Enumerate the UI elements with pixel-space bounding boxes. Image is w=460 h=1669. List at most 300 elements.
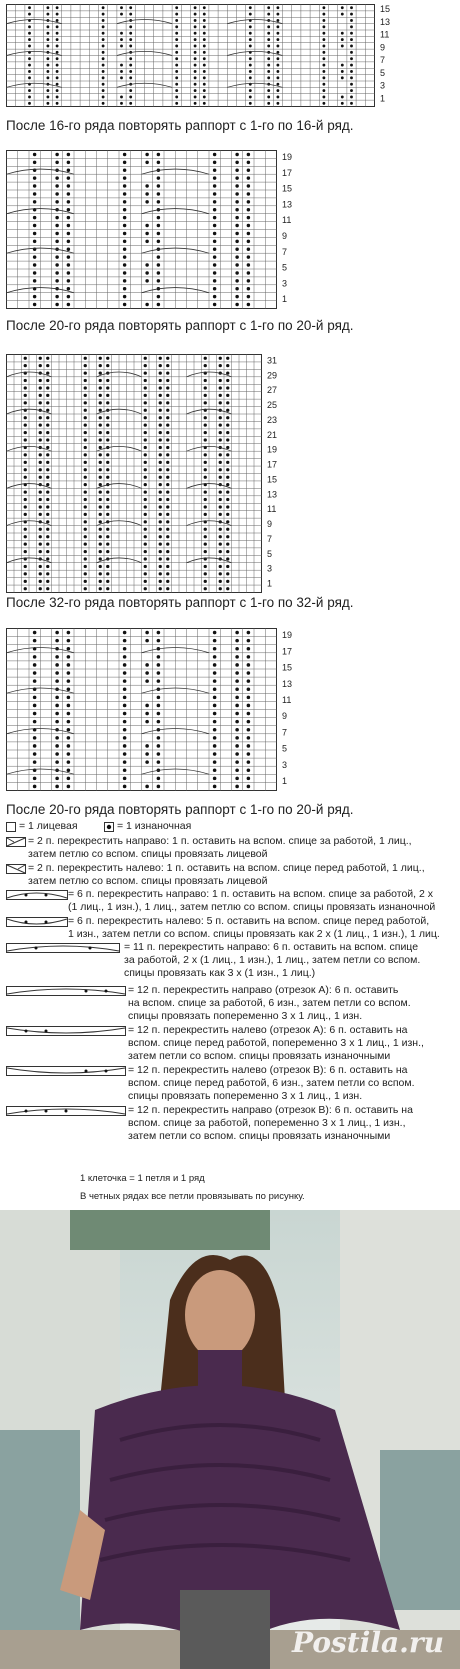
purl-dot bbox=[55, 255, 58, 258]
purl-dot bbox=[213, 728, 217, 732]
chart-1 bbox=[6, 4, 391, 108]
purl-dot bbox=[102, 83, 105, 86]
purl-dot bbox=[276, 19, 279, 22]
chart-4-grid bbox=[6, 628, 326, 792]
purl-dot bbox=[33, 744, 37, 748]
purl-dot bbox=[159, 490, 162, 493]
purl-dot bbox=[213, 736, 217, 740]
purl-dot bbox=[194, 25, 197, 28]
purl-dot bbox=[213, 752, 217, 756]
purl-dot bbox=[55, 655, 59, 659]
legend-cross-12-right-a: = 12 п. перекрестить направо (отрезок А): 6 п. оставить на вспом. спице за работой, 6 изн., затем петли со вспом. спицы провязать попеременно 3 х 1 лиц., 1 изн. bbox=[128, 984, 411, 1023]
purl-dot bbox=[39, 416, 42, 419]
purl-dot bbox=[276, 83, 279, 86]
purl-dot bbox=[235, 768, 239, 772]
row-number-label: 11 bbox=[282, 695, 292, 706]
purl-dot bbox=[67, 240, 70, 243]
purl-dot bbox=[350, 19, 353, 22]
purl-dot bbox=[203, 70, 206, 73]
purl-dot bbox=[123, 240, 126, 243]
purl-dot bbox=[157, 704, 161, 708]
purl-dot bbox=[24, 468, 27, 471]
purl-dot bbox=[144, 394, 147, 397]
purl-dot bbox=[145, 279, 148, 282]
purl-dot bbox=[144, 565, 147, 568]
purl-dot bbox=[56, 32, 59, 35]
purl-dot bbox=[24, 490, 27, 493]
purl-dot bbox=[203, 64, 206, 67]
purl-dot bbox=[322, 19, 325, 22]
purl-dot bbox=[159, 431, 162, 434]
purl-dot bbox=[235, 295, 238, 298]
purl-dot bbox=[226, 557, 229, 560]
purl-dot bbox=[106, 416, 109, 419]
note-cell: 1 клеточка = 1 петля и 1 ряд bbox=[80, 1173, 205, 1184]
purl-dot bbox=[120, 96, 123, 99]
purl-dot bbox=[203, 13, 206, 16]
purl-dot bbox=[235, 760, 239, 764]
purl-dot bbox=[226, 587, 229, 590]
purl-dot bbox=[157, 671, 161, 675]
purl-dot bbox=[341, 64, 344, 67]
purl-dot bbox=[157, 255, 160, 258]
purl-dot bbox=[247, 704, 251, 708]
purl-dot bbox=[106, 379, 109, 382]
purl-dot bbox=[55, 279, 58, 282]
purl-dot bbox=[55, 224, 58, 227]
purl-dot bbox=[33, 777, 37, 781]
purl-dot bbox=[247, 639, 251, 643]
purl-dot bbox=[235, 777, 239, 781]
purl-dot bbox=[67, 639, 71, 643]
purl-dot bbox=[267, 76, 270, 79]
purl-dot bbox=[56, 45, 59, 48]
purl-dot bbox=[226, 528, 229, 531]
purl-dot bbox=[106, 394, 109, 397]
purl-dot bbox=[213, 760, 217, 764]
purl-dot bbox=[84, 453, 87, 456]
purl-dot bbox=[129, 70, 132, 73]
purl-dot bbox=[157, 752, 161, 756]
photo-illustration bbox=[0, 1210, 460, 1669]
purl-dot bbox=[84, 498, 87, 501]
purl-dot bbox=[28, 45, 31, 48]
purl-dot bbox=[55, 161, 58, 164]
purl-dot bbox=[166, 371, 169, 374]
row-number-label: 13 bbox=[380, 16, 391, 27]
purl-dot bbox=[219, 498, 222, 501]
purl-dot bbox=[159, 550, 162, 553]
purl-dot bbox=[129, 6, 132, 9]
purl-dot bbox=[145, 704, 149, 708]
purl-dot bbox=[33, 200, 36, 203]
purl-dot bbox=[213, 777, 217, 781]
purl-dot bbox=[46, 386, 49, 389]
purl-dot bbox=[204, 513, 207, 516]
purl-dot bbox=[56, 57, 59, 60]
purl-dot bbox=[129, 45, 132, 48]
purl-dot bbox=[247, 303, 250, 306]
chart-1-caption: После 16-го ряда повторять раппорт с 1-го по 16-й ряд. bbox=[6, 118, 354, 133]
purl-dot bbox=[166, 550, 169, 553]
purl-dot bbox=[247, 271, 250, 274]
purl-dot bbox=[28, 6, 31, 9]
purl-dot bbox=[219, 543, 222, 546]
purl-dot bbox=[145, 161, 148, 164]
legend-cross-2-right: = 2 п. перекрестить направо: 1 п. оставить на вспом. спице за работой, 1 лиц., затем петлю со вспом. спицы провязать лицевой bbox=[28, 835, 412, 861]
purl-dot bbox=[33, 639, 37, 643]
purl-dot bbox=[159, 513, 162, 516]
purl-dot bbox=[46, 528, 49, 531]
purl-dot bbox=[157, 161, 160, 164]
purl-dot bbox=[24, 416, 27, 419]
purl-dot bbox=[67, 768, 71, 772]
purl-dot bbox=[175, 25, 178, 28]
purl-dot bbox=[276, 70, 279, 73]
purl-dot bbox=[67, 200, 70, 203]
purl-dot bbox=[166, 587, 169, 590]
purl-dot bbox=[55, 777, 59, 781]
purl-dot bbox=[46, 438, 49, 441]
purl-dot bbox=[123, 655, 127, 659]
purl-dot bbox=[144, 379, 147, 382]
purl-dot bbox=[106, 357, 109, 360]
row-number-label: 15 bbox=[282, 183, 293, 194]
row-number-label: 19 bbox=[282, 630, 293, 641]
purl-dot bbox=[46, 379, 49, 382]
purl-dot bbox=[123, 303, 126, 306]
purl-dot bbox=[166, 483, 169, 486]
purl-dot bbox=[267, 38, 270, 41]
cross-12-left-a-symbol bbox=[6, 1026, 126, 1036]
purl-dot bbox=[123, 208, 126, 211]
purl-dot bbox=[102, 89, 105, 92]
purl-dot bbox=[226, 461, 229, 464]
purl-dot bbox=[159, 483, 162, 486]
purl-dot bbox=[219, 461, 222, 464]
purl-dot bbox=[203, 6, 206, 9]
purl-dot bbox=[175, 89, 178, 92]
purl-dot bbox=[99, 535, 102, 538]
purl-dot bbox=[84, 394, 87, 397]
purl-dot bbox=[249, 6, 252, 9]
purl-dot bbox=[33, 232, 36, 235]
purl-dot bbox=[56, 51, 59, 54]
purl-dot bbox=[204, 528, 207, 531]
purl-dot bbox=[84, 371, 87, 374]
purl-dot bbox=[56, 76, 59, 79]
purl-dot bbox=[120, 76, 123, 79]
purl-dot bbox=[55, 712, 59, 716]
purl-dot bbox=[33, 704, 37, 708]
purl-dot bbox=[46, 587, 49, 590]
purl-dot bbox=[166, 476, 169, 479]
purl-dot bbox=[84, 379, 87, 382]
purl-dot bbox=[157, 240, 160, 243]
purl-dot bbox=[46, 431, 49, 434]
purl-dot bbox=[157, 184, 160, 187]
purl-dot bbox=[166, 357, 169, 360]
purl-dot bbox=[46, 580, 49, 583]
purl-dot bbox=[145, 785, 149, 789]
purl-dot bbox=[350, 6, 353, 9]
purl-dot bbox=[194, 76, 197, 79]
purl-dot bbox=[33, 712, 37, 716]
purl-dot bbox=[129, 76, 132, 79]
purl-dot bbox=[46, 461, 49, 464]
purl-dot bbox=[247, 153, 250, 156]
purl-dot bbox=[33, 720, 37, 724]
purl-dot bbox=[106, 401, 109, 404]
purl-dot bbox=[120, 38, 123, 41]
purl-dot bbox=[213, 192, 216, 195]
row-number-label: 5 bbox=[380, 67, 386, 78]
purl-dot bbox=[213, 279, 216, 282]
purl-dot bbox=[249, 13, 252, 16]
row-number-label: 25 bbox=[267, 400, 278, 411]
purl-dot bbox=[350, 45, 353, 48]
purl-dot bbox=[39, 572, 42, 575]
purl-dot bbox=[213, 263, 216, 266]
purl-dot bbox=[276, 76, 279, 79]
purl-dot bbox=[226, 580, 229, 583]
purl-dot bbox=[247, 216, 250, 219]
purl-dot bbox=[129, 38, 132, 41]
purl-dot bbox=[219, 528, 222, 531]
purl-dot bbox=[322, 32, 325, 35]
purl-dot bbox=[175, 51, 178, 54]
purl-dot bbox=[84, 401, 87, 404]
purl-dot bbox=[33, 161, 36, 164]
purl-dot bbox=[175, 19, 178, 22]
purl-dot bbox=[28, 76, 31, 79]
purl-dot bbox=[247, 224, 250, 227]
purl-dot bbox=[157, 663, 161, 667]
purl-dot bbox=[102, 25, 105, 28]
purl-dot bbox=[39, 535, 42, 538]
purl-dot bbox=[123, 736, 127, 740]
purl-dot bbox=[350, 76, 353, 79]
row-number-label: 1 bbox=[282, 294, 288, 305]
purl-dot bbox=[99, 587, 102, 590]
purl-dot bbox=[213, 184, 216, 187]
purl-dot bbox=[39, 379, 42, 382]
purl-dot bbox=[322, 25, 325, 28]
purl-dot bbox=[145, 263, 148, 266]
purl-dot bbox=[213, 161, 216, 164]
purl-dot bbox=[84, 476, 87, 479]
purl-dot bbox=[322, 6, 325, 9]
purl-dot bbox=[145, 752, 149, 756]
purl-dot bbox=[39, 438, 42, 441]
purl-dot bbox=[46, 89, 49, 92]
purl-dot bbox=[144, 490, 147, 493]
purl-dot bbox=[267, 25, 270, 28]
purl-dot bbox=[235, 639, 239, 643]
purl-dot bbox=[203, 83, 206, 86]
purl-dot bbox=[213, 208, 216, 211]
purl-dot bbox=[204, 453, 207, 456]
purl-dot bbox=[46, 468, 49, 471]
purl-dot bbox=[33, 655, 37, 659]
purl-dot bbox=[144, 468, 147, 471]
purl-dot bbox=[249, 57, 252, 60]
purl-dot bbox=[99, 461, 102, 464]
purl-dot bbox=[159, 379, 162, 382]
purl-dot bbox=[28, 13, 31, 16]
purl-dot bbox=[99, 498, 102, 501]
purl-dot bbox=[276, 102, 279, 105]
row-number-label: 17 bbox=[267, 459, 278, 470]
purl-dot bbox=[84, 505, 87, 508]
purl-dot bbox=[267, 57, 270, 60]
purl-dot bbox=[55, 263, 58, 266]
purl-dot bbox=[67, 287, 70, 290]
purl-dot bbox=[123, 271, 126, 274]
purl-dot bbox=[276, 6, 279, 9]
purl-dot bbox=[204, 416, 207, 419]
purl-dot bbox=[99, 565, 102, 568]
purl-dot bbox=[46, 394, 49, 397]
purl-dot bbox=[175, 13, 178, 16]
purl-dot bbox=[102, 96, 105, 99]
legend-cross-12-left-a: = 12 п. перекрестить налево (отрезок А): 6 п. оставить на вспом. спице перед работой, попеременно 3 х 1 лиц., 1 изн., затем петли со вспом. спицы провязать изнаночными bbox=[128, 1024, 424, 1063]
purl-dot bbox=[46, 64, 49, 67]
purl-dot bbox=[56, 19, 59, 22]
purl-dot bbox=[144, 371, 147, 374]
purl-dot bbox=[33, 303, 36, 306]
purl-dot bbox=[67, 647, 71, 651]
purl-dot bbox=[213, 720, 217, 724]
purl-dot bbox=[123, 728, 127, 732]
purl-dot bbox=[226, 446, 229, 449]
purl-dot bbox=[235, 303, 238, 306]
purl-dot bbox=[39, 461, 42, 464]
purl-dot bbox=[204, 357, 207, 360]
purl-dot bbox=[67, 760, 71, 764]
purl-dot bbox=[213, 671, 217, 675]
purl-dot bbox=[144, 535, 147, 538]
purl-dot bbox=[46, 424, 49, 427]
purl-dot bbox=[67, 777, 71, 781]
purl-dot bbox=[24, 476, 27, 479]
purl-dot bbox=[204, 438, 207, 441]
purl-dot bbox=[219, 394, 222, 397]
row-number-label: 23 bbox=[267, 414, 278, 425]
purl-dot bbox=[123, 631, 127, 635]
purl-dot bbox=[39, 394, 42, 397]
row-number-label: 31 bbox=[267, 355, 278, 366]
purl-dot bbox=[322, 45, 325, 48]
purl-dot bbox=[159, 543, 162, 546]
purl-dot bbox=[84, 587, 87, 590]
purl-dot bbox=[166, 505, 169, 508]
purl-dot bbox=[204, 580, 207, 583]
purl-dot bbox=[203, 57, 206, 60]
purl-dot bbox=[159, 424, 162, 427]
row-number-label: 29 bbox=[267, 370, 278, 381]
purl-dot bbox=[84, 357, 87, 360]
purl-dot bbox=[159, 520, 162, 523]
purl-dot bbox=[46, 416, 49, 419]
purl-dot bbox=[194, 89, 197, 92]
purl-dot bbox=[322, 76, 325, 79]
purl-dot bbox=[106, 468, 109, 471]
purl-dot bbox=[204, 364, 207, 367]
purl-dot bbox=[157, 655, 161, 659]
purl-dot bbox=[226, 572, 229, 575]
purl-dot bbox=[219, 513, 222, 516]
purl-dot bbox=[203, 19, 206, 22]
purl-dot bbox=[46, 557, 49, 560]
purl-dot bbox=[247, 208, 250, 211]
purl-dot bbox=[166, 557, 169, 560]
purl-dot bbox=[166, 528, 169, 531]
purl-dot bbox=[39, 587, 42, 590]
purl-dot bbox=[213, 248, 216, 251]
purl-dot bbox=[226, 520, 229, 523]
purl-dot bbox=[322, 57, 325, 60]
purl-dot bbox=[341, 96, 344, 99]
row-number-label: 3 bbox=[282, 278, 288, 289]
legend-purl: = 1 изнаночная bbox=[117, 820, 192, 832]
purl-dot bbox=[276, 51, 279, 54]
purl-dot bbox=[28, 25, 31, 28]
purl-dot bbox=[159, 468, 162, 471]
purl-dot bbox=[159, 535, 162, 538]
purl-dot bbox=[123, 263, 126, 266]
purl-dot bbox=[84, 424, 87, 427]
purl-dot bbox=[145, 760, 149, 764]
purl-dot bbox=[267, 102, 270, 105]
purl-dot bbox=[99, 364, 102, 367]
purl-dot bbox=[235, 712, 239, 716]
cross-11-right-symbol bbox=[6, 943, 120, 953]
cross-6-right-symbol bbox=[6, 890, 68, 900]
purl-dot bbox=[123, 279, 126, 282]
purl-dot bbox=[235, 248, 238, 251]
purl-dot bbox=[226, 416, 229, 419]
purl-dot bbox=[84, 543, 87, 546]
purl-dot bbox=[194, 38, 197, 41]
purl-dot bbox=[235, 687, 239, 691]
purl-dot bbox=[55, 153, 58, 156]
purl-dot bbox=[99, 357, 102, 360]
purl-dot bbox=[67, 736, 71, 740]
purl-dot bbox=[33, 184, 36, 187]
purl-dot bbox=[46, 453, 49, 456]
purl-dot bbox=[204, 386, 207, 389]
purl-dot bbox=[267, 45, 270, 48]
purl-dot bbox=[144, 461, 147, 464]
purl-dot bbox=[120, 6, 123, 9]
purl-dot bbox=[219, 572, 222, 575]
purl-dot bbox=[123, 679, 127, 683]
purl-dot bbox=[235, 208, 238, 211]
purl-dot bbox=[99, 438, 102, 441]
purl-dot bbox=[39, 453, 42, 456]
purl-dot bbox=[341, 76, 344, 79]
purl-dot bbox=[67, 720, 71, 724]
purl-dot bbox=[322, 102, 325, 105]
purl-dot bbox=[219, 379, 222, 382]
purl-dot bbox=[213, 200, 216, 203]
purl-dot bbox=[99, 557, 102, 560]
purl-dot bbox=[194, 13, 197, 16]
purl-dot bbox=[102, 38, 105, 41]
purl-dot bbox=[24, 580, 27, 583]
purl-dot bbox=[33, 255, 36, 258]
